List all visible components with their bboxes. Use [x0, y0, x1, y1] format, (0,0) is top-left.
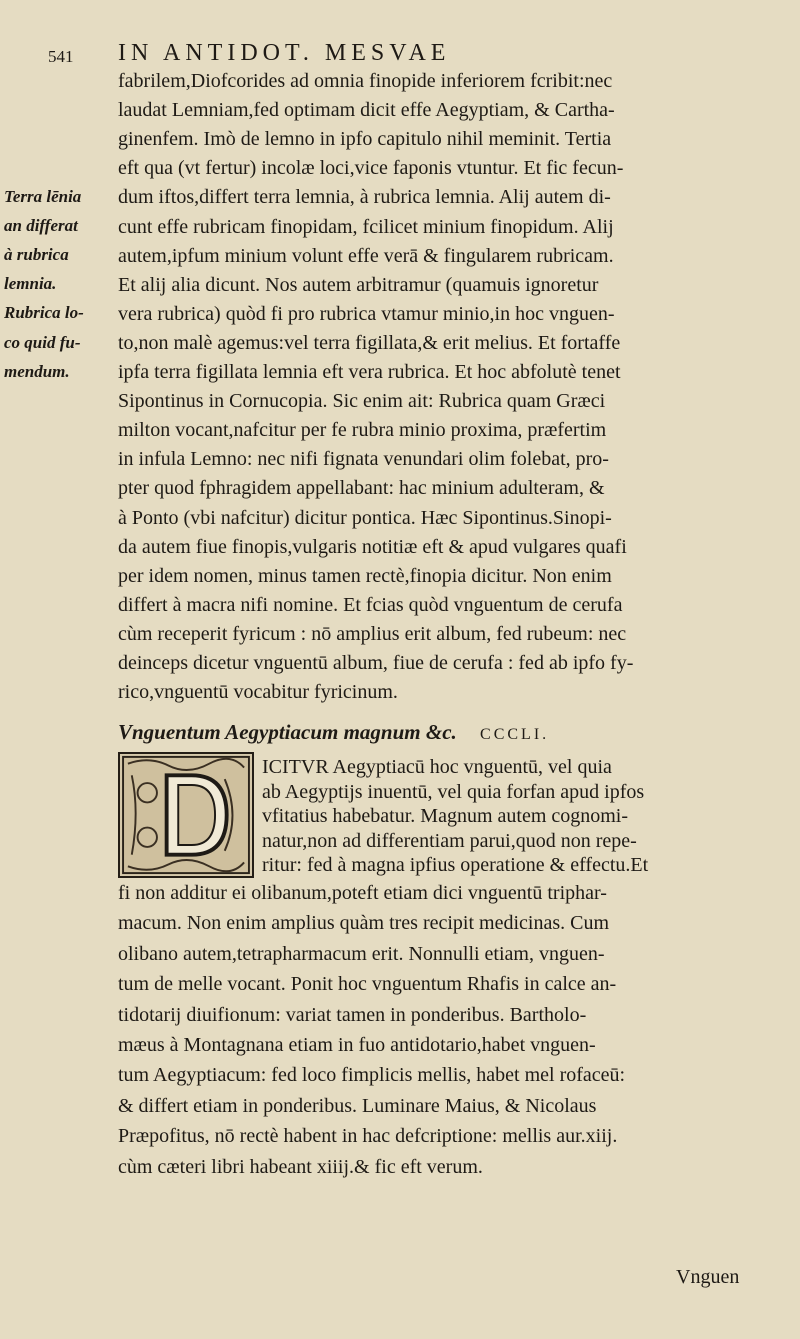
text-line: ipfa terra figillata lemnia eft vera rubrica. Et hoc abfolutè tenet	[118, 361, 621, 383]
text-line: autem,ipfum minium volunt effe verā & fingularem rubricam.	[118, 244, 614, 267]
text-line: pter quod fphragidem appellabant: hac minium adulteram, &	[118, 477, 605, 500]
page-number: 541	[48, 47, 74, 66]
text-line: Sipontinus in Cornucopia. Sic enim ait: Rubrica quam Græci	[118, 390, 606, 413]
text-line: differt à macra nifi nomine. Et fcias quòd vnguentum de cerufa	[118, 593, 623, 616]
text-line: olibano autem,tetrapharmacum erit. Nonnulli etiam, vnguen-	[118, 942, 605, 965]
text-line: fi non additur ei olibanum,poteft etiam dici vnguentū triphar-	[118, 882, 607, 904]
decorated-initial-d-icon	[120, 754, 252, 876]
margin-note: co quid fu-	[4, 332, 81, 352]
text-line: laudat Lemniam,fed optimam dicit effe Aegyptiam, & Cartha-	[118, 99, 615, 122]
text-line: cùm cæteri libri habeant xiiij.& fic eft verum.	[118, 1155, 483, 1178]
text-line: vera rubrica) quòd fi pro rubrica vtamur minio,in hoc vnguen-	[118, 302, 615, 325]
text-line: cunt effe rubricam finopidam, fcilicet minium finopidum. Alij	[118, 215, 614, 238]
margin-note: Terra lēnia	[4, 187, 82, 206]
text-line: ICITVR Aegyptiacū hoc vnguentū, vel quia	[262, 756, 612, 778]
text-line: cùm receperit fyricum : nō amplius erit album, fed rubeum: nec	[118, 622, 627, 645]
section-title: Vnguentum Aegyptiacum magnum &c.	[118, 720, 457, 744]
text-line: macum. Non enim amplius quàm tres recipit medicinas. Cum	[118, 912, 610, 935]
text-line: in infula Lemno: nec nifi fignata venundari olim folebat, pro-	[118, 448, 609, 471]
decorated-initial	[118, 752, 254, 878]
text-line: Et alij alia dicunt. Nos autem arbitramur (quamuis ignoretur	[118, 273, 599, 296]
text-line: dum iftos,differt terra lemnia, à rubrica lemnia. Alij autem di-	[118, 186, 611, 209]
text-line: mæus à Montagnana etiam in fuo antidotario,habet vnguen-	[118, 1034, 596, 1056]
text-line: tidotarij diuifionum: variat tamen in ponderibus. Bartholo-	[118, 1003, 587, 1026]
margin-note: lemnia.	[4, 274, 57, 294]
running-header: IN ANTIDOT. MESVAE	[118, 40, 451, 66]
text-line: per idem nomen, minus tamen rectè,finopia dicitur. Non enim	[118, 564, 612, 587]
text-line: ginenfem. Imò de lemno in ipfo capitulo nihil meminit. Tertia	[118, 128, 612, 151]
margin-note: mendum.	[4, 361, 70, 381]
margin-note: à rubrica	[4, 245, 69, 265]
text-line: deinceps dicetur vnguentū album, fiue de cerufa : fed ab ipfo fy-	[118, 652, 634, 674]
text-line: rico,vnguentū vocabitur fyricinum.	[118, 681, 398, 704]
text-line: da autem fiue finopis,vulgaris notitiæ eft & apud vulgares quafi	[118, 535, 627, 558]
margin-note: an differat	[4, 216, 78, 236]
text-line: fabrilem,Diofcorides ad omnia finopide inferiorem fcribit:nec	[118, 70, 613, 92]
text-line: tum Aegyptiacum: fed loco fimplicis mellis, habet mel rofaceū:	[118, 1064, 626, 1087]
text-line: à Ponto (vbi nafcitur) dicitur pontica. Hæc Sipontinus.Sinopi-	[118, 506, 612, 529]
text-line: milton vocant,nafcitur per fe rubra minio proxima, præfertim	[118, 419, 607, 442]
text-line: ritur: fed à magna ipfius operatione & effectu.Et	[262, 854, 649, 876]
section-number: CCCLI.	[480, 726, 550, 743]
text-line: natur,non ad differentiam parui,quod non repe-	[262, 829, 637, 852]
text-line: vfitatius habebatur. Magnum autem cognomi-	[262, 805, 629, 827]
catchword: Vnguen	[676, 1266, 740, 1288]
text-line: to,non malè agemus:vel terra figillata,& erit melius. Et fortaffe	[118, 331, 621, 354]
text-line: tum de melle vocant. Ponit hoc vnguentum Rhafis in calce an-	[118, 973, 617, 996]
text-line: Præpofitus, nō rectè habent in hac defcriptione: mellis aur.xiij.	[118, 1125, 618, 1148]
text-line: eft qua (vt fertur) incolæ loci,vice faponis vtuntur. Et fic fecun-	[118, 157, 624, 180]
text-line: & differt etiam in ponderibus. Luminare Maius, & Nicolaus	[118, 1094, 597, 1117]
section-heading	[118, 720, 549, 745]
margin-note: Rubrica lo-	[4, 303, 84, 323]
text-line: ab Aegyptijs inuentū, vel quia forfan apud ipfos	[262, 780, 645, 803]
